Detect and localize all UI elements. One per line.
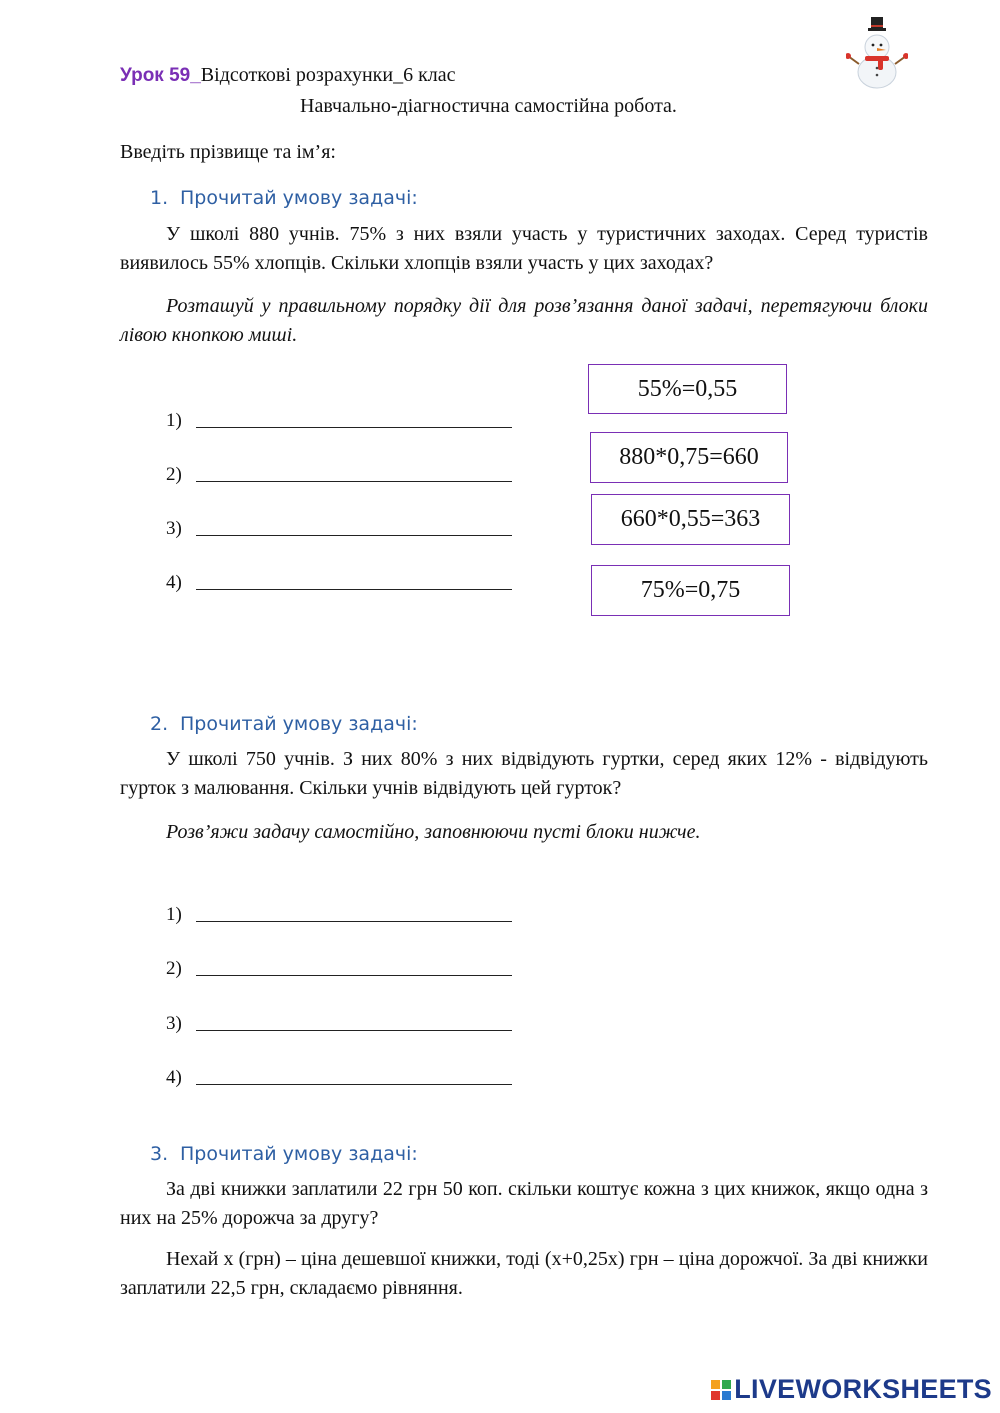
liveworksheets-logo[interactable] bbox=[711, 1374, 992, 1405]
answer-blank[interactable] bbox=[196, 589, 512, 590]
slot-label: 2) bbox=[166, 958, 182, 979]
task2-text bbox=[120, 745, 928, 803]
task1-instruction-content: Розташуй у правильному порядку дії для розв’язання даної задачі, перетягуючи блоки лівою кнопкою миші. bbox=[120, 295, 928, 346]
answer-blank[interactable] bbox=[196, 1084, 512, 1085]
task1-answer-slot-2[interactable] bbox=[166, 464, 512, 486]
task2-instruction-content: Розв’яжи задачу самостійно, заповнюючи пусті блоки нижче. bbox=[166, 821, 701, 843]
drag-block-3[interactable]: 660*0,55=363 bbox=[591, 494, 790, 545]
task2-heading bbox=[150, 713, 418, 735]
name-prompt: Введіть прізвище та ім’я: bbox=[120, 141, 336, 163]
task3-heading-text: Прочитай умову задачі: bbox=[180, 1143, 418, 1165]
snowman-icon bbox=[846, 14, 908, 92]
task3-text bbox=[120, 1175, 928, 1233]
lesson-title bbox=[120, 64, 456, 87]
worksheet-subtitle: Навчально-діагностична самостійна робота. bbox=[300, 95, 677, 117]
lesson-number: Урок 59_ bbox=[120, 65, 201, 86]
task2-answer-slot-3[interactable] bbox=[166, 1013, 512, 1035]
task1-answer-slot-3[interactable] bbox=[166, 518, 512, 540]
brand-name: LIVEWORKSHEETS bbox=[734, 1374, 992, 1404]
slot-label: 1) bbox=[166, 410, 182, 431]
task2-answer-slot-1[interactable] bbox=[166, 904, 512, 926]
drag-block-1[interactable]: 55%=0,55 bbox=[588, 364, 787, 414]
lesson-topic: Відсоткові розрахунки_6 клас bbox=[200, 64, 456, 86]
slot-label: 1) bbox=[166, 904, 182, 925]
answer-blank[interactable] bbox=[196, 427, 512, 428]
slot-label: 3) bbox=[166, 518, 182, 539]
task2-number: 2. bbox=[150, 713, 169, 735]
slot-label: 4) bbox=[166, 572, 182, 593]
slot-label: 3) bbox=[166, 1013, 182, 1034]
task1-text-content: У школі 880 учнів. 75% з них взяли участь у туристичних заходах. Серед туристів виявилось 55% хлопців. Скільки хлопців взяли участь у цих заходах? bbox=[120, 223, 928, 274]
task3-solution-intro bbox=[120, 1245, 928, 1303]
slot-label: 2) bbox=[166, 464, 182, 485]
task3-text-content: За дві книжки заплатили 22 грн 50 коп. скільки коштує кожна з цих книжок, якщо одна з них на 25% дорожча за другу? bbox=[120, 1178, 928, 1229]
answer-blank[interactable] bbox=[196, 1030, 512, 1031]
task3-heading bbox=[150, 1143, 418, 1165]
answer-blank[interactable] bbox=[196, 975, 512, 976]
drag-block-4[interactable]: 75%=0,75 bbox=[591, 565, 790, 616]
task2-answer-slot-4[interactable] bbox=[166, 1067, 512, 1089]
drag-block-2[interactable]: 880*0,75=660 bbox=[590, 432, 788, 483]
task2-heading-text: Прочитай умову задачі: bbox=[180, 713, 418, 735]
answer-blank[interactable] bbox=[196, 535, 512, 536]
task2-text-content: У школі 750 учнів. З них 80% з них відвідують гуртки, серед яких 12% - відвідують гурток з малювання. Скільки учнів відвідують цей гурток? bbox=[120, 748, 928, 799]
task1-instruction bbox=[120, 292, 928, 350]
answer-blank[interactable] bbox=[196, 921, 512, 922]
logo-mark-icon bbox=[711, 1380, 731, 1400]
task1-number: 1. bbox=[150, 187, 169, 209]
task1-text bbox=[120, 220, 928, 278]
slot-label: 4) bbox=[166, 1067, 182, 1088]
task1-heading-text: Прочитай умову задачі: bbox=[180, 187, 418, 209]
task3-solution-text: Нехай x (грн) – ціна дешевшої книжки, тоді (x+0,25x) грн – ціна дорожчої. За дві книжки заплатили 22,5 грн, складаємо рівняння. bbox=[120, 1248, 928, 1299]
task2-answer-slot-2[interactable] bbox=[166, 958, 512, 980]
task1-heading bbox=[150, 187, 418, 209]
task2-instruction bbox=[120, 818, 928, 847]
task1-answer-slot-1[interactable] bbox=[166, 410, 512, 432]
task1-answer-slot-4[interactable] bbox=[166, 572, 512, 594]
task3-number: 3. bbox=[150, 1143, 169, 1165]
answer-blank[interactable] bbox=[196, 481, 512, 482]
